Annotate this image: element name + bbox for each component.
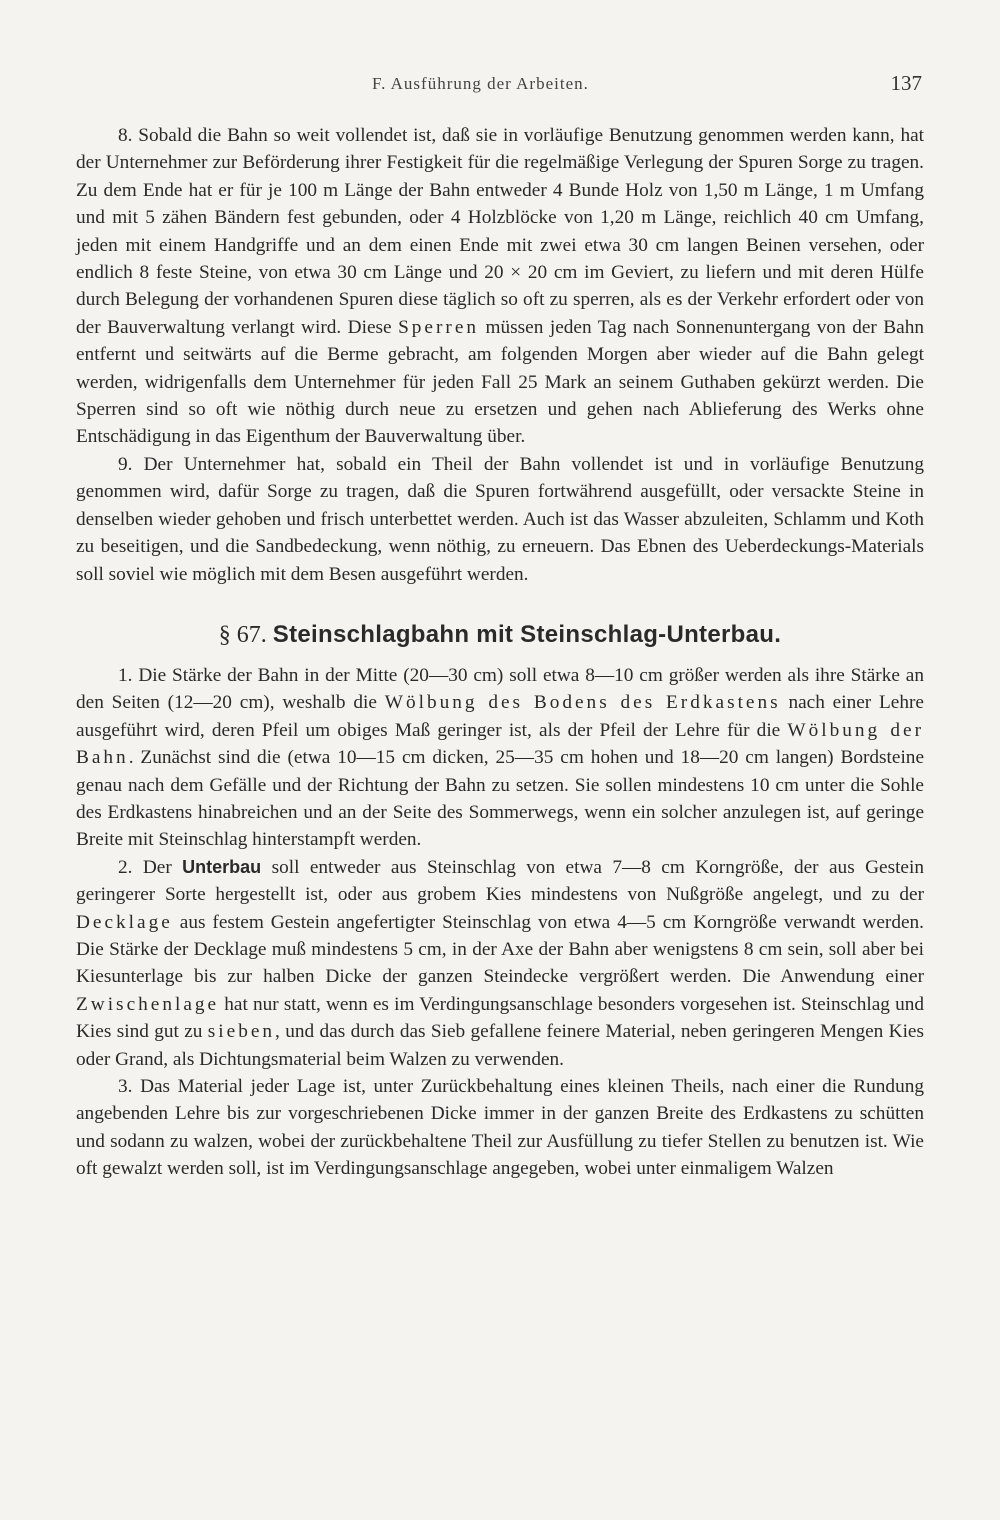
emphasis-spaced: Sperren bbox=[398, 316, 480, 338]
body-text bbox=[76, 122, 924, 1183]
running-head-title: F. Ausführung der Arbeiten. bbox=[372, 74, 589, 93]
page-number: 137 bbox=[890, 71, 922, 95]
emphasis-spaced: sieben bbox=[207, 1021, 276, 1043]
text-run: , und das durch das Sieb gefallene feinere Material, neben geringeren Mengen Kies oder Grand, als Dichtungsmaterial beim Walzen zu verwenden. bbox=[76, 1021, 924, 1070]
section-heading bbox=[76, 618, 924, 652]
text-run: nach einer Lehre ausgeführt wird, deren Pfeil um obiges Maß geringer ist, als der Pfeil der Lehre für die bbox=[76, 692, 924, 741]
emphasis-spaced: Wölbung der Bahn bbox=[76, 719, 924, 769]
text-run: müssen jeden Tag nach Sonnenuntergang von der Bahn entfernt und seitwärts auf die Berme gebracht, am folgenden Morgen aber wieder auf die Bahn gelegt werden, widrigenfalls dem Unternehmer für jeden Fall 25 Mark an seinem Guthaben gekürzt werden. Die Sperren sind so oft wie nöthig durch neue zu ersetzen und gehen nach Ablieferung des Werks ohne Entschädigung in das Eigenthum der Bauverwaltung über. bbox=[76, 316, 924, 448]
section-number: § 67. bbox=[218, 621, 267, 648]
text-run: 2. Der bbox=[118, 856, 183, 878]
running-head bbox=[0, 71, 1000, 102]
text-run: hat nur statt, wenn es im Verdingungsanschlage besonders vorgesehen ist. Steinschlag und Kies sind gut zu bbox=[76, 993, 924, 1043]
paragraph-3 bbox=[76, 1073, 924, 1183]
text-run: 3. Das Material jeder Lage ist, unter Zurückbehaltung eines kleinen Theils, nach einer die Rundung angebenden Lehre bis zur vorgeschriebenen Dicke immer in der ganzen Breite des Erdkastens zu schütten und sodann zu walzen, wobei der zurückbehaltene Theil zur Ausfüllung zu tiefer Stellen zu benutzen ist. Wie oft gewalzt werden soll, ist im Verdingungsanschlage angegeben, wobei unter einmaligem Walzen bbox=[76, 1076, 924, 1180]
text-run: aus festem Gestein angefertigter Steinschlag von etwa 4—5 cm Korngröße verwandt werden. Die Stärke der Decklage muß mindestens 5 cm, in der Axe der Bahn aber wenigstens 8 cm sein, soll aber bei Kiesunterlage bis zur halben Dicke der ganzen Steindecke vergrößert werden. Die Anwendung einer bbox=[76, 911, 924, 988]
emphasis-spaced: Zwischenlage bbox=[76, 993, 220, 1015]
paragraph-8 bbox=[76, 122, 924, 451]
text-run: soll entweder aus Steinschlag von etwa 7—8 cm Korngröße, der aus Gestein geringerer Sorte hergestellt ist, oder aus grobem Kies mindestens von Nußgröße angelegt, und zu der bbox=[76, 856, 924, 906]
paragraph-1 bbox=[76, 662, 924, 854]
paragraph-9 bbox=[76, 451, 924, 588]
text-run: 8. Sobald die Bahn so weit vollendet ist, daß sie in vorläufige Benutzung genommen werden kann, hat der Unternehmer zur Beförderung ihrer Festigkeit für die regelmäßige Verlegung der Spuren Sorge zu tragen. Zu dem Ende hat er für je 100 m Länge der Bahn entweder 4 Bunde Holz von 1,50 m Länge, 1 m Umfang und mit 5 zähen Bändern fest gebunden, oder 4 Holzblöcke von 1,20 m Länge, reichlich 40 cm Umfang, jeden mit einem Handgriffe und an dem einen Ende mit zwei etwa 30 cm langen Beinen versehen, oder endlich 8 feste Steine, von etwa 30 cm Länge und 20 × 20 cm im Geviert, zu liefern und mit deren Hülfe durch Belegung der vorhandenen Spuren diese täglich so oft zu sperren, als es der Verkehr erfordert oder von der Bauverwaltung verlangt wird. Diese bbox=[76, 125, 924, 338]
text-run: 9. Der Unternehmer hat, sobald ein Theil der Bahn vollendet ist und in vorläufige Benutzung genommen wird, dafür Sorge zu tragen, daß die Spuren fortwährend ausgefüllt, oder versackte Steine in denselben wieder gehoben und frisch unterbettet werden. Auch ist das Wasser abzuleiten, Schlamm und Koth zu beseitigen, und die Sandbedeckung, wenn nöthig, zu erneuern. Das Ebnen des Ueberdeckungs-Materials soll soviel wie möglich mit dem Besen ausgeführt werden. bbox=[76, 453, 924, 585]
emphasis-spaced: Wölbung des Bodens des Erdkastens bbox=[384, 692, 781, 714]
section-title: Steinschlagbahn mit Steinschlag-Unterbau. bbox=[272, 620, 782, 648]
text-run: . Zunächst sind die (etwa 10—15 cm dicken, 25—35 cm hohen und 18—20 cm langen) Bordsteine genau nach dem Gefälle und der Richtung der Bahn zu setzen. Sie sollen mindestens 10 cm unter die Sohle des Erdkastens hinabreichen und an der Seite des Sommerwegs, wenn ein solcher anzulegen ist, auf geringe Breite mit Steinschlag hinterstampft werden. bbox=[76, 747, 924, 851]
emphasis-bold: Unterbau bbox=[182, 856, 262, 877]
paragraph-2 bbox=[76, 854, 924, 1073]
text-run: 1. Die Stärke der Bahn in der Mitte (20—30 cm) soll etwa 8—10 cm größer werden als ihre Stärke an den Seiten (12—20 cm), weshalb die bbox=[76, 664, 924, 714]
emphasis-spaced: Decklage bbox=[76, 911, 173, 933]
